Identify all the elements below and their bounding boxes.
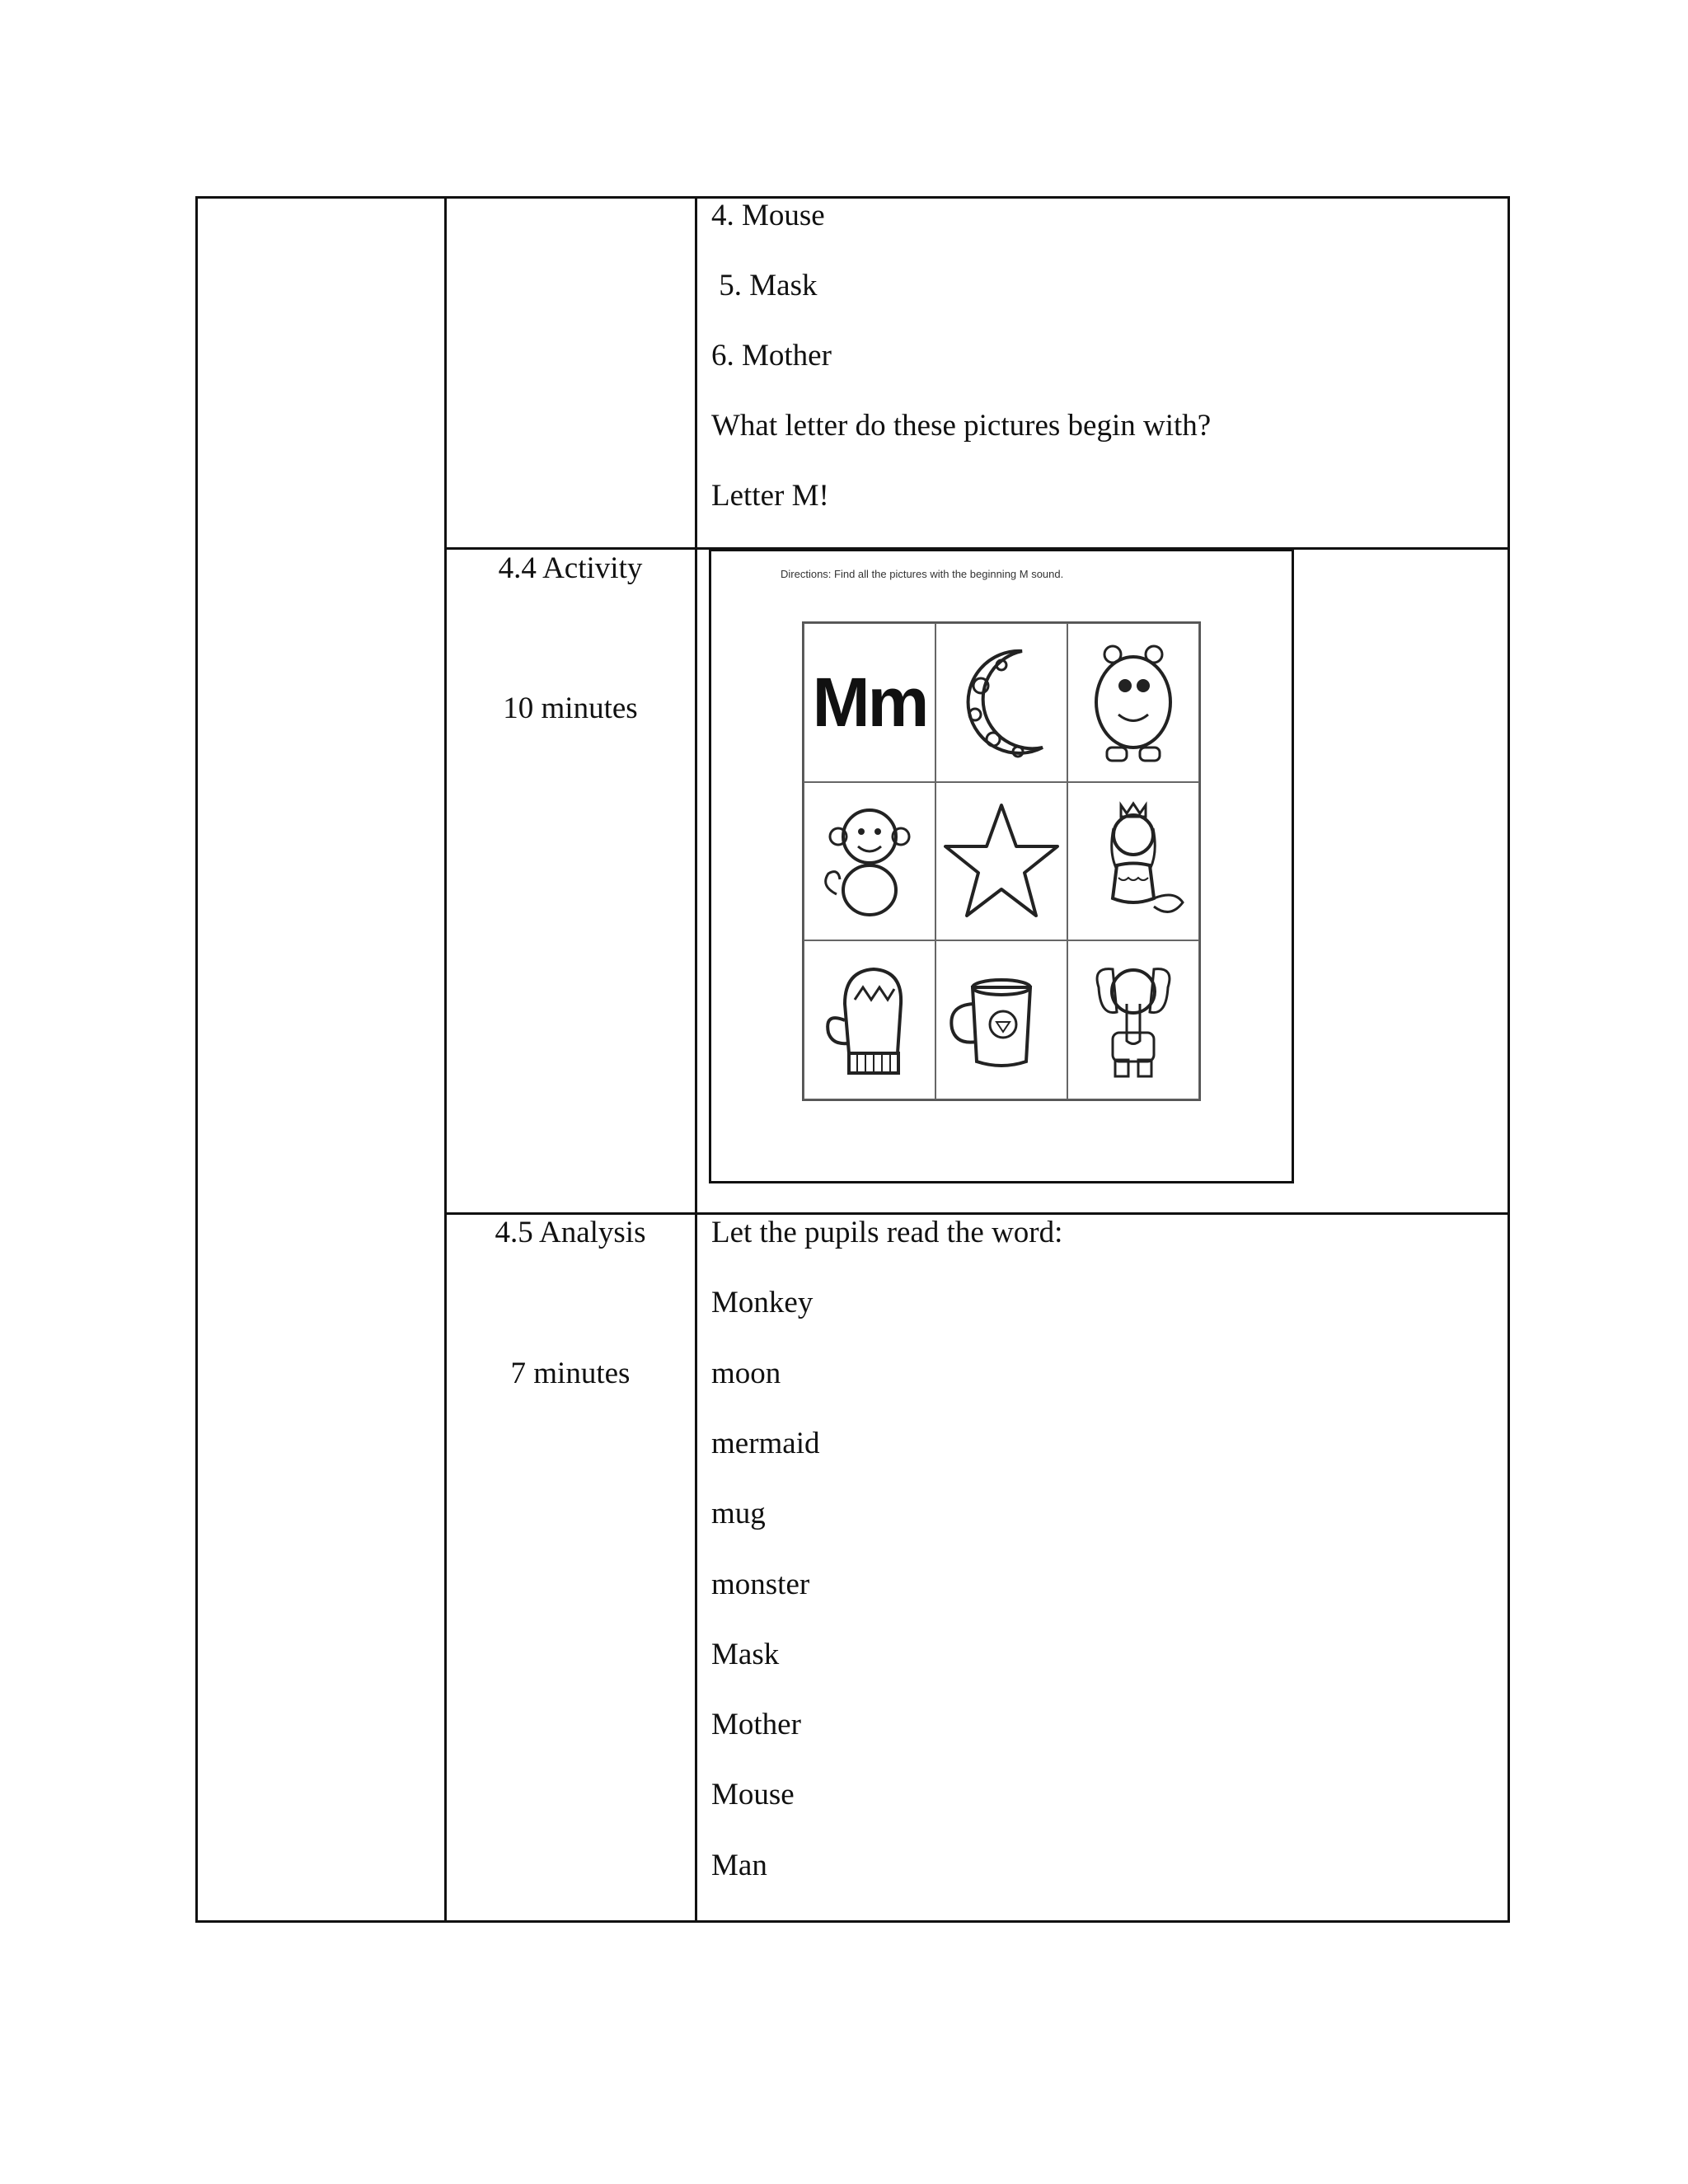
analysis-label: 4.5 Analysis	[495, 1216, 646, 1249]
list-item-mask: 5. Mask	[711, 269, 818, 302]
grid-cell-mermaid	[1067, 782, 1199, 941]
list-item-mouse: 4. Mouse	[711, 199, 825, 232]
letter-mm: Mm	[812, 663, 927, 741]
grid-cell-monkey	[804, 782, 935, 941]
grid-cell-elephant	[1067, 940, 1199, 1099]
list-item-mother: 6. Mother	[711, 339, 832, 373]
grid-cell-moon	[935, 623, 1067, 782]
word-mother: Mother	[711, 1708, 801, 1741]
grid-cell-mitten	[804, 940, 935, 1099]
activity-label: 4.4 Activity	[498, 551, 643, 585]
grid-cell-mug	[935, 940, 1067, 1099]
mermaid-icon	[1076, 795, 1191, 927]
worksheet-directions: Directions: Find all the pictures with the beginning M sound.	[781, 568, 1064, 580]
word-mermaid: mermaid	[711, 1427, 820, 1460]
column-divider-1	[444, 196, 447, 1923]
answer-text: Letter M!	[711, 479, 829, 513]
word-monster: monster	[711, 1568, 810, 1601]
moon-icon	[944, 636, 1059, 768]
word-mask: Mask	[711, 1638, 780, 1671]
word-moon: moon	[711, 1357, 781, 1390]
analysis-prompt: Let the pupils read the word:	[711, 1216, 1063, 1249]
mug-icon	[944, 954, 1059, 1086]
grid-cell-monster	[1067, 623, 1199, 782]
analysis-duration: 7 minutes	[510, 1357, 631, 1390]
monkey-icon	[812, 795, 927, 927]
word-mug: mug	[711, 1497, 766, 1530]
star-icon	[944, 795, 1059, 927]
word-monkey: Monkey	[711, 1286, 814, 1319]
picture-grid	[802, 621, 1201, 1101]
column-divider-2	[695, 196, 697, 1923]
word-mouse: Mouse	[711, 1778, 795, 1811]
question-text: What letter do these pictures begin with?	[711, 409, 1212, 443]
elephant-icon	[1076, 954, 1191, 1086]
mitten-icon	[812, 954, 927, 1086]
word-man: Man	[711, 1849, 767, 1882]
grid-cell-letter	[804, 623, 935, 782]
worksheet-image	[709, 549, 1294, 1183]
grid-cell-star	[935, 782, 1067, 941]
monster-icon	[1076, 636, 1191, 768]
activity-duration: 10 minutes	[503, 691, 638, 725]
